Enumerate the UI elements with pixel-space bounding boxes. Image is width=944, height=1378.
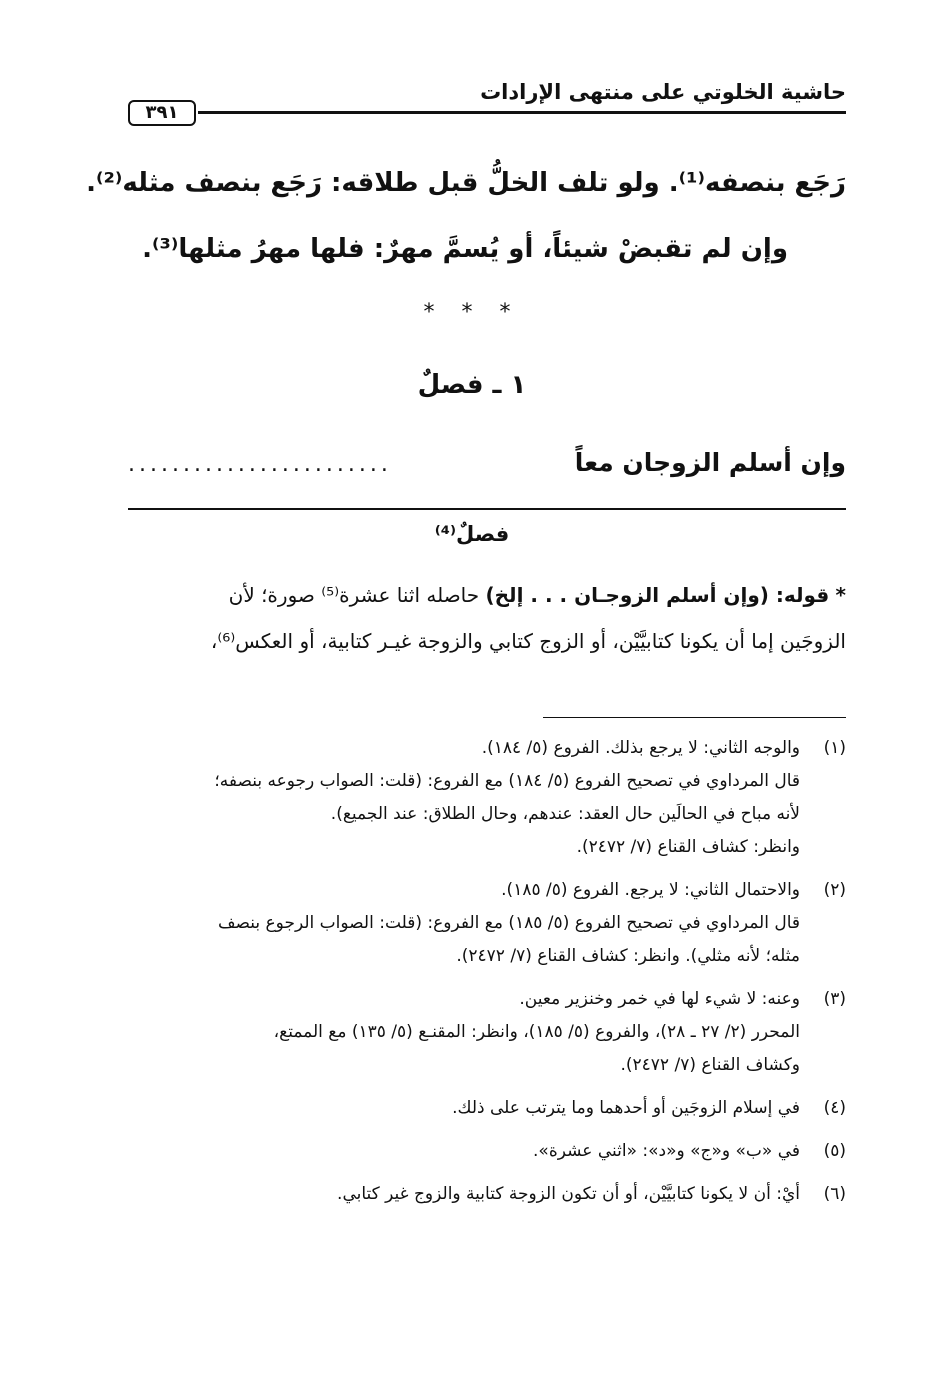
section-separator-stars: * * * [423, 300, 521, 325]
footnote-line: مثله؛ لأنه مثلي). وانظر: كشاف القناع (٧/ ٢٤٧٢). [456, 946, 800, 966]
footnote-number: (٣) [823, 989, 846, 1009]
footnote-2 [128, 874, 846, 973]
footnote-line [128, 983, 846, 1016]
footnote-5 [128, 1135, 846, 1168]
commentary-line-1 [128, 572, 846, 618]
footnote-number: (٦) [823, 1184, 846, 1204]
footnote-line: المحرر (٢/ ٢٧ ـ ٢٨)، والفروع (٥/ ١٨٥)، وانظر: المقنـع (٥/ ١٣٥) مع الممتع، [273, 1022, 800, 1042]
footnote-line [128, 874, 846, 907]
commentary-line-2: الزوجَين إما أن يكونا كتابيَّيْن، أو الزوج كتابي والزوجة غيـر كتابية، أو العكس⁽⁶⁾، [210, 629, 846, 653]
main-text-line-1: رَجَع بنصفه⁽¹⁾. ولو تلف الخلُّ قبل طلاقه: رَجَع بنصف مثله⁽²⁾. [86, 168, 846, 198]
footnote-text: والوجه الثاني: لا يرجع بذلك. الفروع (٥/ ١٨٤). [481, 738, 800, 758]
commentary-subheading: فصلٌ⁽⁴⁾ [434, 522, 510, 546]
footnote-line [128, 1178, 846, 1211]
footnote-separator [543, 717, 846, 718]
matn-quote: وإن أسلم الزوجان معاً [574, 448, 846, 477]
footnote-number: (٢) [823, 880, 846, 900]
footnote-text: أيْ: أن لا يكونا كتابيَّيْن، أو أن تكون الزوجة كتابية والزوج غير كتابي. [337, 1184, 800, 1204]
commentary-line-1-rest: حاصله اثنا عشرة⁽⁵⁾ صورة؛ لأن [228, 583, 480, 607]
commentary-quote: قوله: (وإن أسلم الزوجـان . . . إلخ) [485, 583, 830, 607]
footnote-text: في إسلام الزوجَين أو أحدهما وما يترتب على ذلك. [452, 1098, 800, 1118]
footnote-1 [128, 732, 846, 864]
footnote-line: وكشاف القناع (٧/ ٢٤٧٢). [620, 1055, 800, 1075]
footnote-number: (٤) [823, 1098, 846, 1118]
footnote-3 [128, 983, 846, 1082]
footnote-line [128, 1135, 846, 1168]
footnote-line [128, 732, 846, 765]
bullet-star-icon: * [835, 583, 846, 607]
footnote-number: (١) [823, 738, 846, 758]
footnote-line: وانظر: كشاف القناع (٧/ ٢٤٧٢). [576, 837, 800, 857]
footnote-number: (٥) [823, 1141, 846, 1161]
footnote-line: قال المرداوي في تصحيح الفروع (٥/ ١٨٥) مع الفروع: (قلت: الصواب الرجوع بنصف [217, 913, 800, 933]
main-text-line-2: وإن لم تقبضْ شيئاً، أو يُسمَّ مهرٌ: فلها مهرُ مثلها⁽³⁾. [142, 234, 788, 264]
header-rule [198, 111, 846, 114]
matn-dots: ........................ [128, 452, 392, 477]
footnotes [128, 732, 846, 1221]
footnote-line: قال المرداوي في تصحيح الفروع (٥/ ١٨٤) مع الفروع: (قلت: الصواب رجوعه بنصفه؛ [214, 771, 800, 791]
footnote-text: والاحتمال الثاني: لا يرجع. الفروع (٥/ ١٨٥). [501, 880, 800, 900]
matn-divider [128, 508, 846, 510]
section-title: ١ ـ فصلٌ [417, 370, 527, 400]
footnote-4 [128, 1092, 846, 1125]
page-number: ٣٩١ [128, 100, 196, 126]
footnote-line [128, 1092, 846, 1125]
commentary-text [128, 572, 846, 664]
running-title: حاشية الخلوتي على منتهى الإرادات [480, 80, 846, 104]
footnote-text: وعنه: لا شيء لها في خمر وخنزير معين. [519, 989, 800, 1009]
footnote-text: في «ب» و«ج» و«د»: «اثني عشرة». [533, 1141, 800, 1161]
footnote-line: لأنه مباح في الحالَين حال العقد: عندهم، وحال الطلاق: عند الجميع). [330, 804, 800, 824]
main-text [86, 150, 846, 282]
page-header [128, 80, 846, 124]
footnote-6 [128, 1178, 846, 1211]
